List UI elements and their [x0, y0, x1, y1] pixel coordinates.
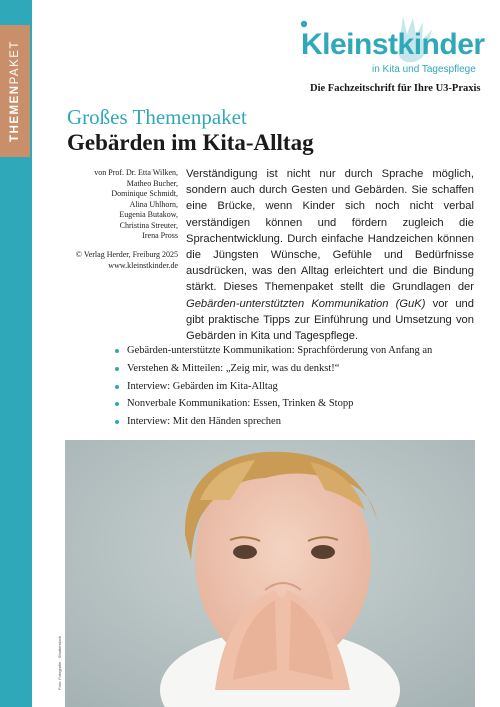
- author: Dominique Schmidt,: [111, 189, 178, 198]
- contents-list: [115, 342, 500, 431]
- intro-part-1: Verständigung ist nicht nur durch Sprache möglich, sondern auch durch Gesten und Gebärden. Sie schaffen eine Brücke, wenn Kinder sich noch nicht verbal verständigen können und fördern zugleich die Sprachentwicklung. Durch einfache Handzeichen können die Jüngsten Wünsche, Gefühle und Bedürfnisse ausdrücken, was den Alltag erleichtert und die Bindung stärkt. Dieses Themenpaket stellt die Grundlagen der: [186, 168, 474, 294]
- contents-item: [115, 360, 500, 378]
- photo-credit: Foto: Fotografie · Shutterstock: [57, 635, 62, 690]
- intro-emphasis: Gebärden-unterstützten Kommunikation (GuK): [186, 297, 426, 310]
- contents-item-label: Interview: Mit den Händen sprechen: [127, 416, 281, 428]
- bullet-icon: [115, 367, 119, 371]
- author: Eugenia Butakow,: [119, 210, 178, 219]
- bullet-icon: [115, 349, 119, 353]
- contents-item: [115, 395, 500, 413]
- intro-text: [186, 166, 474, 344]
- tab-label-bold: THEMEN: [9, 84, 22, 142]
- imprint: [60, 250, 178, 271]
- contents-item-label: Interview: Gebärden im Kita-Alltag: [127, 380, 278, 392]
- bullet-icon: [115, 402, 119, 406]
- contents-item-label: Gebärden-unterstützte Kommunikation: Sprachförderung von Anfang an: [127, 345, 433, 356]
- author: Matheo Bucher,: [126, 178, 178, 188]
- copyright: © Verlag Herder, Freiburg 2025: [75, 250, 178, 259]
- author-list: [60, 168, 178, 242]
- section-tab-label: [0, 25, 30, 157]
- cover-photo: [65, 440, 475, 707]
- brand-name: Kleinstkinder: [301, 28, 485, 61]
- brand-subtitle: in Kita und Tagespflege: [372, 64, 476, 75]
- intro-part-2: vor und gibt praktische Tipps zur Einführung und Umsetzung von Gebärden in Kita und Tagespflege.: [186, 297, 474, 343]
- tab-label-regular: PAKET: [9, 40, 22, 85]
- contents-item: [115, 378, 500, 396]
- website-link[interactable]: www.kleinstkinder.de: [108, 260, 178, 270]
- author: Alina Uhlhorn,: [129, 199, 178, 209]
- brand-tagline: Die Fachzeitschrift für Ihre U3-Praxis: [310, 83, 481, 94]
- child-photo-illustration: [65, 440, 475, 707]
- contents-item: [115, 342, 500, 360]
- contents-item: [115, 413, 500, 431]
- contents-item-label: Verstehen & Mitteilen: „Zeig mir, was du denkst!“: [127, 362, 340, 374]
- bullet-icon: [115, 420, 119, 424]
- contents-item-label: Nonverbale Kommunikation: Essen, Trinken & Stopp: [127, 398, 354, 410]
- author: Irena Pross: [142, 231, 178, 240]
- overline: Großes Themenpaket: [67, 105, 247, 129]
- bullet-icon: [115, 385, 119, 389]
- author: Christina Streuter,: [119, 220, 178, 230]
- page-title: Gebärden im Kita-Alltag: [67, 130, 314, 155]
- author: von Prof. Dr. Etta Wilken,: [94, 168, 178, 177]
